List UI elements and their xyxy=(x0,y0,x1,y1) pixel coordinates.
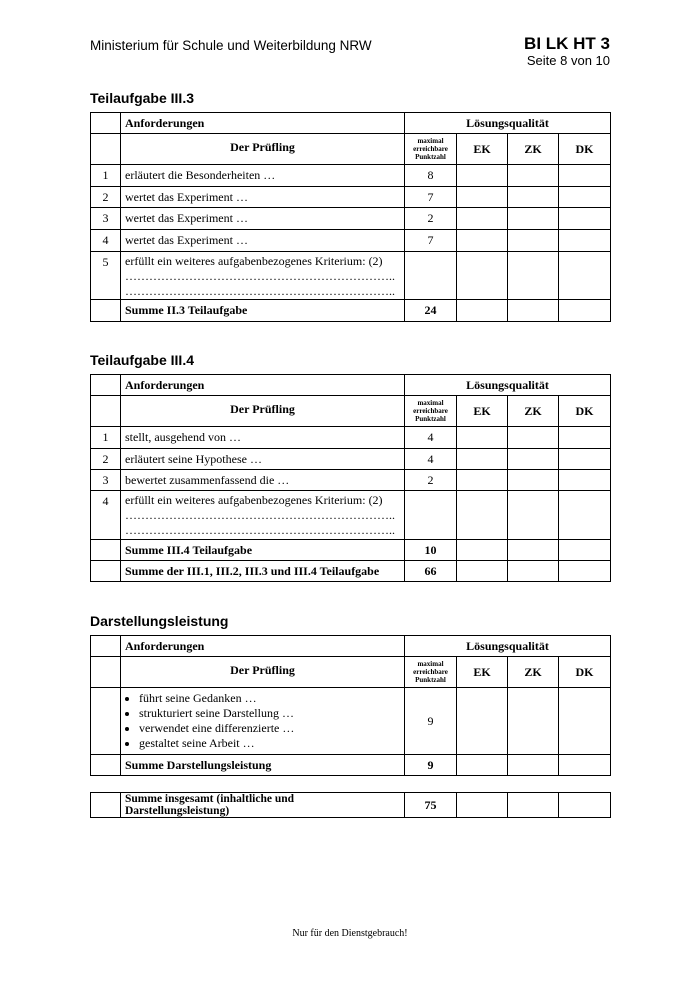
zk-cell[interactable] xyxy=(508,449,559,470)
max-points: 2 xyxy=(405,208,457,230)
row-number: 5 xyxy=(91,252,121,300)
max-points: 7 xyxy=(405,187,457,208)
row-number: 2 xyxy=(91,449,121,470)
section-title-darstellung: Darstellungsleistung xyxy=(90,613,229,629)
max-points: 7 xyxy=(405,230,457,252)
row-number: 3 xyxy=(91,470,121,491)
ek-cell[interactable] xyxy=(457,688,508,755)
requirement-text: stellt, ausgehend von … xyxy=(121,427,405,449)
zk-cell[interactable] xyxy=(508,427,559,449)
dk-header: DK xyxy=(559,134,611,165)
dk-cell[interactable] xyxy=(559,449,611,470)
sum-row xyxy=(91,755,611,776)
max-points: 8 xyxy=(405,165,457,187)
ek-header: EK xyxy=(457,134,508,165)
dk-cell[interactable] xyxy=(559,230,611,252)
table-row-extra-criterion xyxy=(91,491,611,540)
dk-cell[interactable] xyxy=(559,561,611,582)
dk-cell[interactable] xyxy=(559,755,611,776)
max-points: 4 xyxy=(405,427,457,449)
max-points: 4 xyxy=(405,449,457,470)
table-row xyxy=(91,230,611,252)
dk-cell[interactable] xyxy=(559,470,611,491)
zk-cell[interactable] xyxy=(508,300,559,322)
sum-label: Summe II.3 Teilaufgabe xyxy=(121,300,405,322)
requirements-header: Anforderungen xyxy=(121,636,405,657)
section-title-iii4: Teilaufgabe III.4 xyxy=(90,352,194,368)
zk-cell[interactable] xyxy=(508,470,559,491)
dk-header: DK xyxy=(559,657,611,688)
total-row xyxy=(91,561,611,582)
zk-header: ZK xyxy=(508,134,559,165)
table-row xyxy=(91,427,611,449)
dk-cell[interactable] xyxy=(559,427,611,449)
document-code: BI LK HT 3 xyxy=(524,34,610,53)
zk-cell[interactable] xyxy=(508,561,559,582)
ek-header: EK xyxy=(457,657,508,688)
zk-cell[interactable] xyxy=(508,165,559,187)
max-points-header: maximal erreichbare Punktzahl xyxy=(405,657,457,688)
list-item: • gestaltet seine Arbeit … xyxy=(139,736,400,751)
table-header-row xyxy=(91,636,611,657)
ek-cell[interactable] xyxy=(457,561,508,582)
table-header-row xyxy=(91,375,611,396)
zk-header: ZK xyxy=(508,396,559,427)
dk-cell[interactable] xyxy=(559,252,611,300)
ek-header: EK xyxy=(457,396,508,427)
dk-cell[interactable] xyxy=(559,165,611,187)
dk-header: DK xyxy=(559,396,611,427)
ministry-name: Ministerium für Schule und Weiterbildung NRW xyxy=(90,38,372,53)
requirement-text: wertet das Experiment … xyxy=(121,230,405,252)
grading-table-darstellung xyxy=(90,635,611,776)
requirements-header: Anforderungen xyxy=(121,375,405,396)
total-label: Summe der III.1, III.2, III.3 und III.4 Teilaufgabe xyxy=(121,561,405,582)
ek-cell[interactable] xyxy=(457,540,508,561)
row-number: 3 xyxy=(91,208,121,230)
row-number: 4 xyxy=(91,230,121,252)
dk-cell[interactable] xyxy=(559,491,611,540)
max-points xyxy=(405,252,457,300)
row-number: 4 xyxy=(91,491,121,540)
table-row-extra-criterion xyxy=(91,252,611,300)
grand-total-label: Summe insgesamt (inhaltliche und Darstellungsleistung) xyxy=(121,793,405,818)
row-number: 2 xyxy=(91,187,121,208)
quality-header: Lösungsqualität xyxy=(405,636,611,657)
requirement-text: wertet das Experiment … xyxy=(121,187,405,208)
page-number: Seite 8 von 10 xyxy=(526,53,610,68)
sum-points: 10 xyxy=(405,540,457,561)
dk-cell[interactable] xyxy=(559,187,611,208)
zk-cell[interactable] xyxy=(508,252,559,300)
requirement-text: wertet das Experiment … xyxy=(121,208,405,230)
sum-points: 9 xyxy=(405,755,457,776)
max-points: 9 xyxy=(405,688,457,755)
list-item: • führt seine Gedanken … xyxy=(139,691,400,706)
dk-cell[interactable] xyxy=(559,208,611,230)
requirement-text: erfüllt ein weiteres aufgabenbezogenes Kriterium: (2) ………………………………………………………….. ………………………………………………………….. xyxy=(121,252,405,300)
footer-note: Nur für den Dienstgebrauch! xyxy=(292,928,408,939)
quality-header: Lösungsqualität xyxy=(405,375,611,396)
table-row xyxy=(91,165,611,187)
zk-cell[interactable] xyxy=(508,755,559,776)
table-row xyxy=(91,470,611,491)
ek-cell[interactable] xyxy=(457,793,508,818)
dk-cell[interactable] xyxy=(559,793,611,818)
table-row-bullets xyxy=(91,688,611,755)
bullet-list-cell xyxy=(121,688,405,755)
dk-cell[interactable] xyxy=(559,688,611,755)
ek-cell[interactable] xyxy=(457,208,508,230)
grand-total-points: 75 xyxy=(405,793,457,818)
zk-cell[interactable] xyxy=(508,793,559,818)
ek-cell[interactable] xyxy=(457,755,508,776)
row-number: 1 xyxy=(91,427,121,449)
max-points-header: maximal erreichbare Punktzahl xyxy=(405,396,457,427)
requirement-text: bewertet zusammenfassend die … xyxy=(121,470,405,491)
max-points xyxy=(405,491,457,540)
requirement-text: erfüllt ein weiteres aufgabenbezogenes Kriterium: (2) ………………………………………………………….. ………………………………………………………….. xyxy=(121,491,405,540)
zk-cell[interactable] xyxy=(508,208,559,230)
section-title-iii3: Teilaufgabe III.3 xyxy=(90,90,194,106)
grand-total-row xyxy=(91,793,611,818)
table-subheader-row xyxy=(91,396,611,427)
examinee-header: Der Prüfling xyxy=(121,657,405,688)
table-subheader-row xyxy=(91,657,611,688)
list-item: • strukturiert seine Darstellung … xyxy=(139,706,400,721)
ek-cell[interactable] xyxy=(457,230,508,252)
requirements-header: Anforderungen xyxy=(121,113,405,134)
ek-cell[interactable] xyxy=(457,165,508,187)
sum-row xyxy=(91,540,611,561)
dk-cell[interactable] xyxy=(559,300,611,322)
ek-cell[interactable] xyxy=(457,252,508,300)
sum-points: 24 xyxy=(405,300,457,322)
dk-cell[interactable] xyxy=(559,540,611,561)
table-header-row xyxy=(91,113,611,134)
zk-cell[interactable] xyxy=(508,491,559,540)
ek-cell[interactable] xyxy=(457,187,508,208)
ek-cell[interactable] xyxy=(457,300,508,322)
zk-cell[interactable] xyxy=(508,688,559,755)
zk-cell[interactable] xyxy=(508,187,559,208)
table-subheader-row xyxy=(91,134,611,165)
table-row xyxy=(91,187,611,208)
page-header xyxy=(90,34,610,74)
ek-cell[interactable] xyxy=(457,470,508,491)
quality-header: Lösungsqualität xyxy=(405,113,611,134)
sum-label: Summe III.4 Teilaufgabe xyxy=(121,540,405,561)
grand-total-table xyxy=(90,792,611,818)
sum-label: Summe Darstellungsleistung xyxy=(121,755,405,776)
ek-cell[interactable] xyxy=(457,491,508,540)
requirement-text: erläutert seine Hypothese … xyxy=(121,449,405,470)
total-points: 66 xyxy=(405,561,457,582)
grading-table-iii3 xyxy=(90,112,611,322)
examinee-header: Der Prüfling xyxy=(121,396,405,427)
table-row xyxy=(91,449,611,470)
max-points-header: maximal erreichbare Punktzahl xyxy=(405,134,457,165)
row-number: 1 xyxy=(91,165,121,187)
zk-cell[interactable] xyxy=(508,230,559,252)
list-item: • verwendet eine differenzierte … xyxy=(139,721,400,736)
zk-cell[interactable] xyxy=(508,540,559,561)
table-row xyxy=(91,208,611,230)
ek-cell[interactable] xyxy=(457,427,508,449)
requirement-text: erläutert die Besonderheiten … xyxy=(121,165,405,187)
examinee-header: Der Prüfling xyxy=(121,134,405,165)
grading-table-iii4 xyxy=(90,374,611,582)
zk-header: ZK xyxy=(508,657,559,688)
max-points: 2 xyxy=(405,470,457,491)
sum-row xyxy=(91,300,611,322)
ek-cell[interactable] xyxy=(457,449,508,470)
bullet-list xyxy=(125,691,400,751)
